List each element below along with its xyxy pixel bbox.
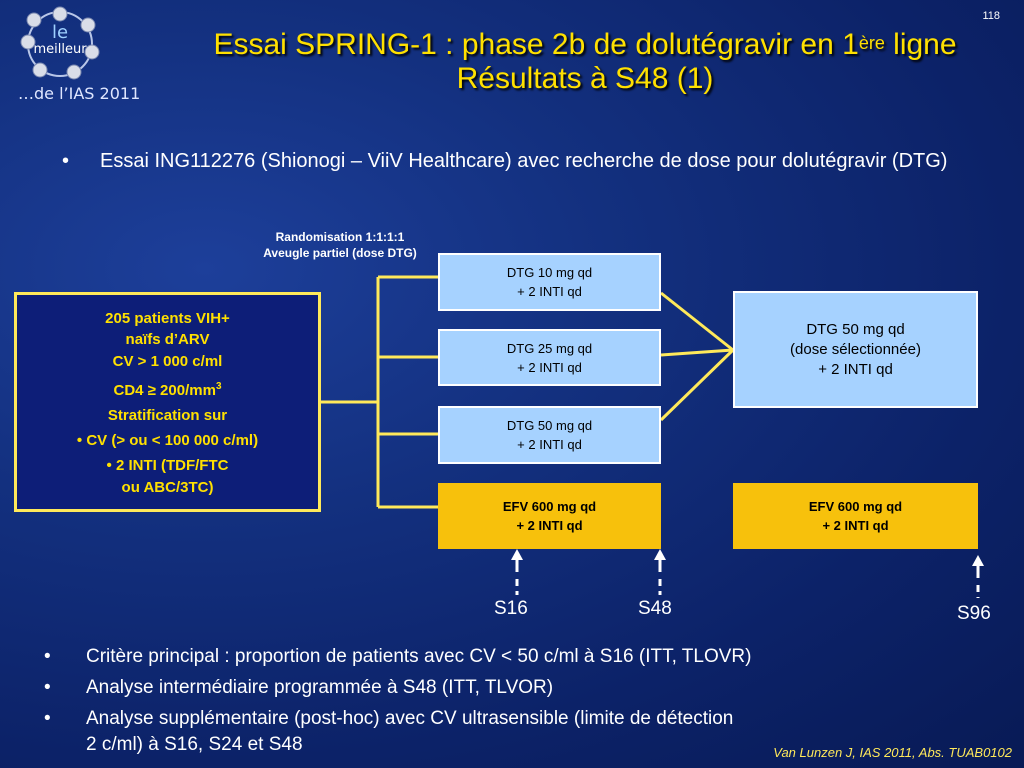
connector-merge-1 <box>661 293 733 350</box>
page-number: 118 <box>982 10 1000 22</box>
marker-s16-arrow-icon <box>511 549 523 560</box>
arm-efv-600mg: EFV 600 mg qd + 2 INTI qd <box>438 483 661 549</box>
week-label-s16: S16 <box>494 598 528 619</box>
arm-dtg-25mg: DTG 25 mg qd + 2 INTI qd <box>438 329 661 386</box>
bullet-row-continued: 2 c/ml) à S16, S24 et S48 <box>86 734 303 755</box>
logo-tagline: …de l’IAS 2011 <box>18 84 141 103</box>
title-line-1: Essai SPRING-1 : phase 2b de dolutégravir en 1ère ligne <box>213 28 957 61</box>
marker-s48-arrow-icon <box>654 549 666 560</box>
reference: Van Lunzen J, IAS 2011, Abs. TUAB0102 <box>773 745 1012 760</box>
logo-text-le: le <box>51 22 69 43</box>
arm-dtg-10mg: DTG 10 mg qd + 2 INTI qd <box>438 253 661 311</box>
endpoint-bullets <box>44 641 1004 756</box>
logo-text-meilleur: meilleur <box>33 42 87 57</box>
randomisation-label: Randomisation 1:1:1:1 Aveugle partiel (dose DTG) <box>263 230 417 260</box>
week-label-s48: S48 <box>638 598 672 619</box>
title-line-2: Résultats à S48 (1) <box>456 62 714 95</box>
connector-merge-3 <box>661 350 733 420</box>
efv-continued-box: EFV 600 mg qd + 2 INTI qd <box>733 483 978 549</box>
bullet-row: • Critère principal : proportion de patients avec CV < 50 c/ml à S16 (ITT, TLOVR) <box>44 646 752 667</box>
bullet-row: • Analyse supplémentaire (post-hoc) avec CV ultrasensible (limite de détection <box>44 708 734 729</box>
marker-s96-arrow-icon <box>972 555 984 566</box>
selected-dose-box: DTG 50 mg qd (dose sélectionnée) + 2 INTI qd <box>733 291 978 408</box>
arm-dtg-50mg: DTG 50 mg qd + 2 INTI qd <box>438 406 661 464</box>
week-label-s96: S96 <box>957 603 991 624</box>
patients-box: 205 patients VIH+ naïfs d’ARV CV > 1 000 c/ml $CD4 \ge 200/mm^3$ Stratification sur • CV (> ou < 100 000 c/ml) • 2 INTI (TDF/FTC ou ABC/3TC) <box>14 292 321 512</box>
bullet-row: • Analyse intermédiaire programmée à S48 (ITT, TLVOR) <box>44 677 554 698</box>
bullet-marker: • <box>62 150 70 172</box>
study-bullet-text: Essai ING112276 (Shionogi – ViiV Healthcare) avec recherche de dose pour dolutégravir (DTG) <box>100 150 948 172</box>
connector-merge-2 <box>661 350 733 355</box>
